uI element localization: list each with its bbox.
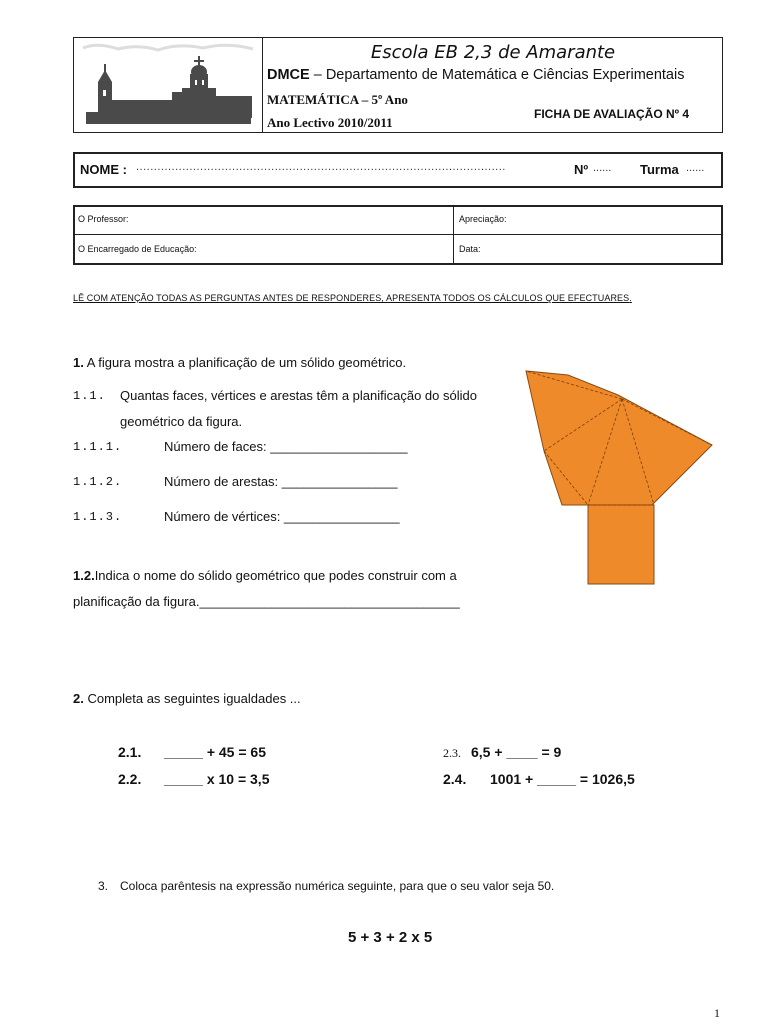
question-number: 2.	[73, 691, 84, 706]
numeric-expression[interactable]: 5 + 3 + 2 x 5	[348, 929, 433, 946]
period: .	[629, 293, 632, 303]
question-text: geométrico da figura.	[120, 414, 243, 429]
equation-number: 2.3.	[443, 746, 461, 760]
answer-solid-name[interactable]: planificação da figura.____________________________________	[73, 594, 460, 609]
equation-2-2[interactable]: _____ x 10 = 3,5	[164, 771, 270, 787]
class-field[interactable]: ......	[686, 162, 705, 174]
equation-number: 2.2.	[118, 771, 142, 787]
page-number: 1	[714, 1006, 720, 1020]
assessment-title: FICHA DE AVALIAÇÃO Nº 4	[534, 107, 690, 121]
class-label: Turma	[640, 162, 679, 177]
divider	[453, 205, 454, 265]
question-number: 3.	[98, 879, 109, 893]
department	[267, 67, 684, 83]
appreciation-label: Apreciação:	[459, 214, 507, 224]
question-3-text: Coloca parêntesis na expressão numérica seguinte, para que o seu valor seja 50.	[120, 879, 555, 893]
question-number: 1.1.3.	[73, 510, 123, 524]
department-abbr: DMCE	[267, 67, 310, 83]
name-field[interactable]: ........................................................................................................	[136, 161, 506, 173]
teacher-label: O Professor:	[78, 214, 129, 224]
question-number: 1.	[73, 355, 84, 370]
department-name: – Departamento de Matemática e Ciências Experimentais	[309, 67, 685, 83]
question-2	[73, 691, 301, 706]
school-logo	[78, 40, 258, 128]
equation-number: 2.4.	[443, 771, 467, 787]
guardian-label: O Encarregado de Educação:	[78, 244, 197, 254]
question-number: 1.1.2.	[73, 475, 123, 489]
question-number: 1.2.	[73, 568, 95, 583]
question-1-2	[73, 568, 457, 583]
answer-vertices[interactable]: Número de vértices: ________________	[164, 509, 400, 524]
question-1	[73, 355, 406, 370]
question-text: A figura mostra a planificação de um sólido geométrico.	[83, 355, 407, 370]
instruction	[73, 293, 632, 303]
question-text: Indica o nome do sólido geométrico que podes construir com a	[94, 568, 457, 583]
subject: MATEMÁTICA – 5º Ano	[267, 92, 408, 107]
school-year: Ano Lectivo 2010/2011	[267, 115, 393, 130]
net-base-square	[588, 505, 654, 584]
number-field[interactable]: ......	[593, 162, 612, 174]
divider	[263, 132, 523, 133]
question-number: 1.1.	[73, 389, 106, 403]
net-triangles	[526, 371, 712, 505]
date-label: Data:	[459, 244, 481, 254]
equation-2-4[interactable]: 1001 + _____ = 1026,5	[490, 771, 635, 787]
equation-2-1[interactable]: _____ + 45 = 65	[164, 744, 266, 760]
equation-number: 2.1.	[118, 744, 142, 760]
answer-faces[interactable]: Número de faces: ___________________	[164, 439, 408, 454]
question-number: 1.1.1.	[73, 440, 123, 454]
number-label: Nº	[574, 162, 589, 177]
pyramid-net-figure	[518, 365, 718, 587]
question-text: Quantas faces, vértices e arestas têm a planificação do sólido	[120, 388, 477, 403]
name-label: NOME :	[80, 162, 127, 177]
school-name: Escola EB 2,3 de Amarante	[370, 42, 616, 63]
answer-edges[interactable]: Número de arestas: ________________	[164, 474, 398, 489]
equation-2-3[interactable]: 6,5 + ____ = 9	[471, 744, 562, 760]
divider	[73, 234, 723, 235]
instruction-text: LÊ COM ATENÇÃO TODAS AS PERGUNTAS ANTES DE RESPONDERES, APRESENTA TODOS OS CÁLCULOS QUE EFECTUARES	[73, 293, 630, 303]
question-text: Completa as seguintes igualdades ...	[83, 691, 301, 706]
signatures-table	[73, 205, 723, 265]
